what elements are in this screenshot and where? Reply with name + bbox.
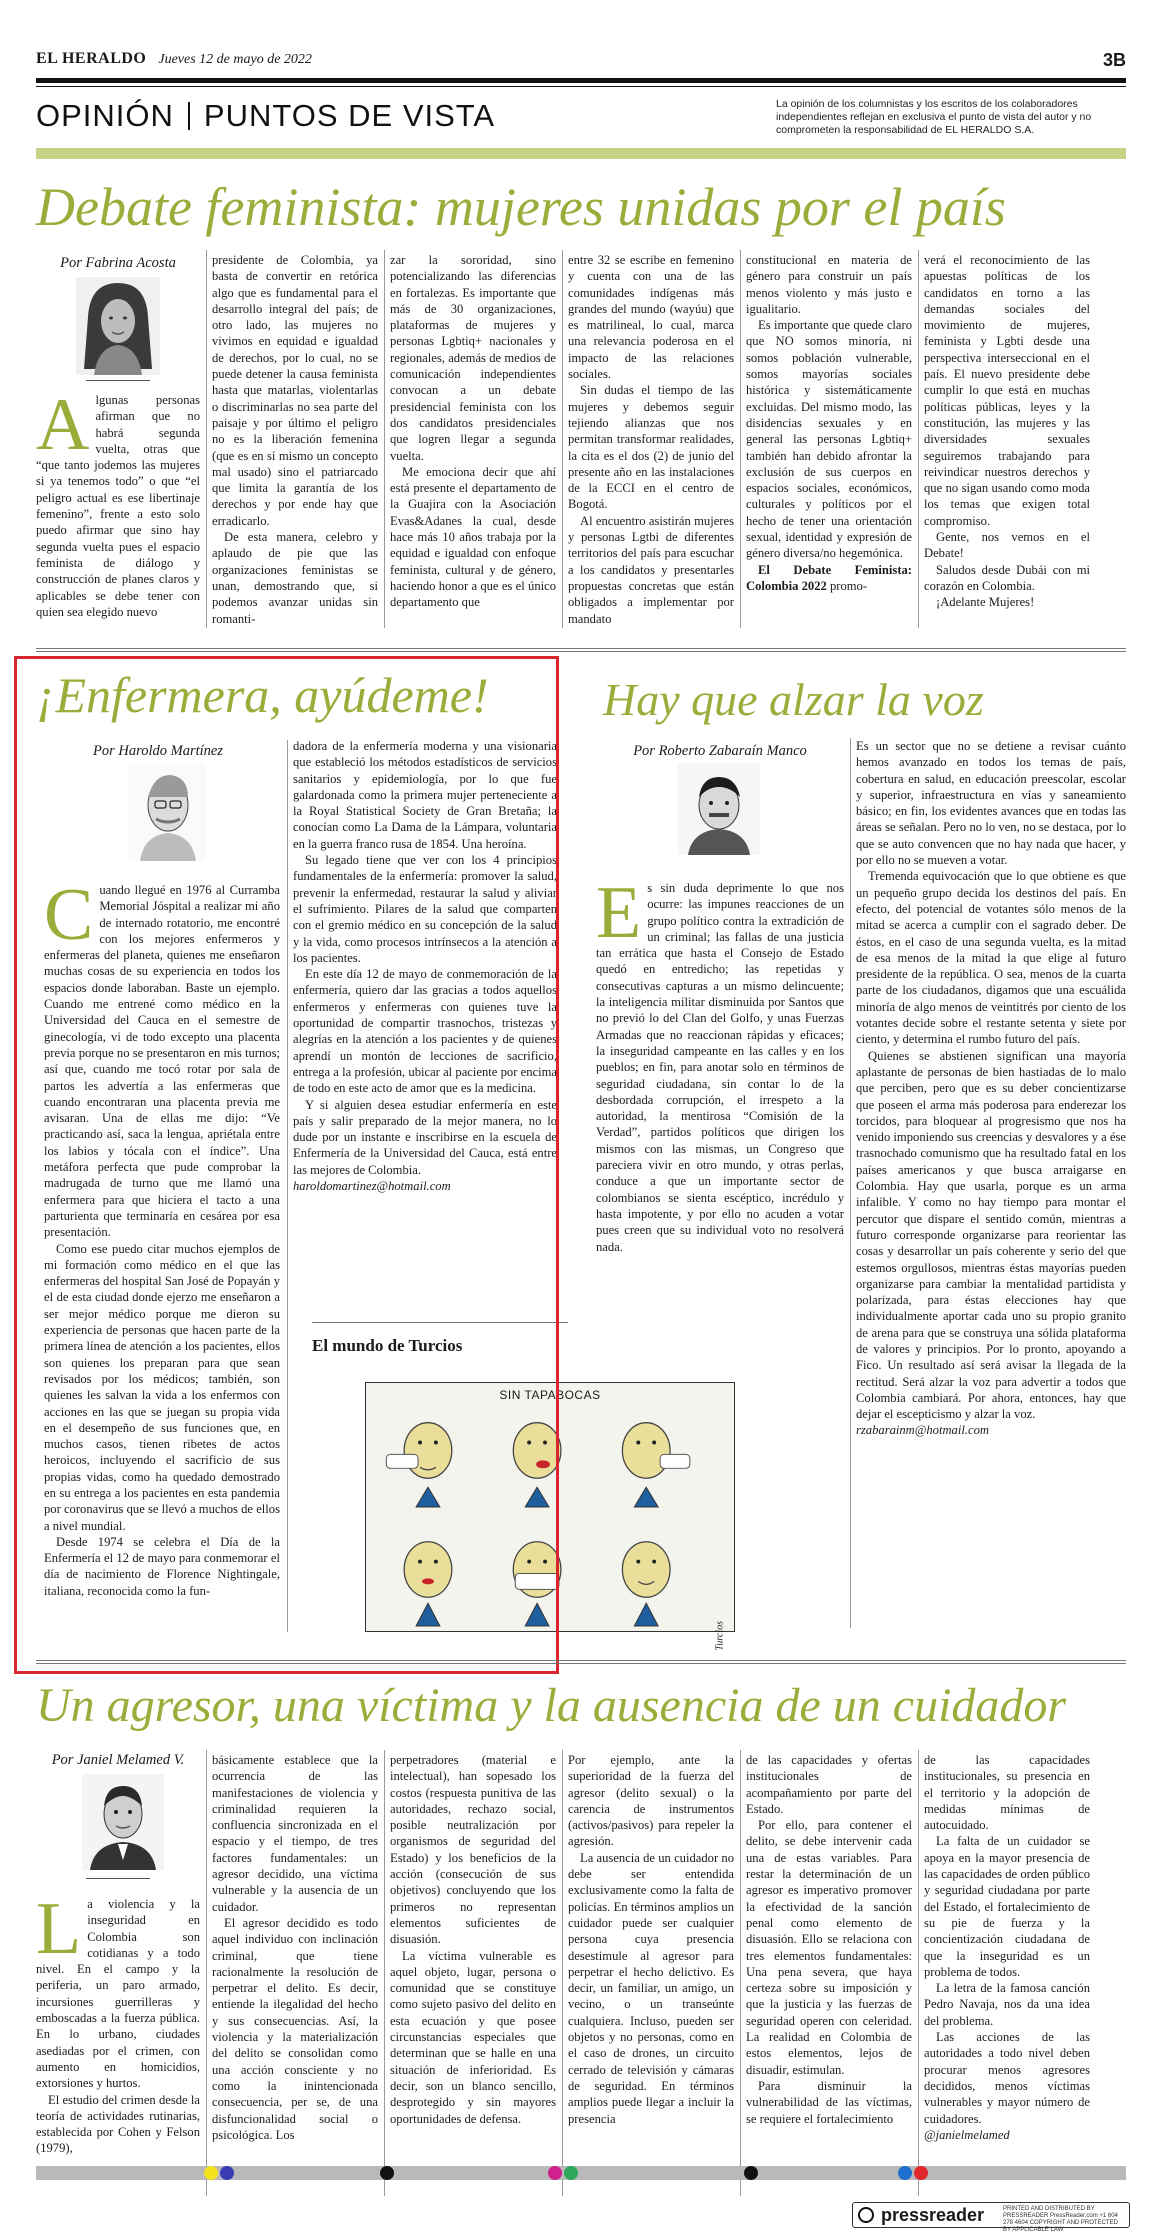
article2-paragraph: Su legado tiene que ver con los 4 principios fundamentales de la enfermería: promover la salud, prevenir la enfermedad, restaurar la salud y aliviar el sufrimiento. Pilares de la salud que comparten con el gremio médico en su concepción de la salud y la vida, como procesos intrínsecos a la atención a los pacientes.: [293, 853, 557, 965]
editorial-disclaimer: La opinión de los columnistas y los escritos de los colaboradores independientes reflejan en exclusiva el punto de vista del autor y no comprometen la responsabilidad de EL HERALDO S.A.: [776, 98, 1092, 136]
article1-headline: Debate feminista: mujeres unidas por el país: [36, 177, 1006, 237]
masthead: [36, 50, 1126, 72]
article4-paragraph: La falta de un cuidador se apoya en la mayor presencia de las capacidades de orden público y seguridad ciudadana por parte del Estado, el fortalecimiento de su pie de fuerza y la concientización ciudadana de que la inseguridad es un problema de todos.: [924, 1834, 1090, 1979]
registration-dot: [380, 2166, 394, 2180]
article4-headline: Un agresor, una víctima y la ausencia de un cuidador: [36, 1679, 1067, 1732]
article2-dropcap: C: [44, 882, 94, 956]
article4-column-2: [212, 1752, 378, 2196]
registration-dot: [220, 2166, 234, 2180]
pressreader-logo: pressreader: [881, 2205, 985, 2225]
article4-column-3: [390, 1752, 556, 2196]
cartoon-signature: Turcios: [715, 1621, 726, 1651]
article1-paragraph: presidente de Colombia, ya basta de convertir en retórica algo que es fundamental para el desarrollo integral del país; de otro lado, las mujeres no vivimos en equidad e igualdad de derechos, por lo cual, no se puede detener la causa feminista hasta que matarlas, violentarlas o discriminarlas no sea parte del paisaje y por último el peligro no es la liberación femenina (que es en sí mismo un concepto mal usado) sino el patriarcado que limita la garantía de los derechos y por ende hay que erradicarlo.: [212, 253, 378, 528]
article1-column-3: [390, 252, 556, 628]
registration-dot: [914, 2166, 928, 2180]
article3-dropcap: E: [596, 880, 642, 954]
article2-paragraph: Como ese puedo citar muchos ejemplos de mi formación como médico en el que las enfermeras del hospital San José de Popayán y el de esta ciudad donde ejerzo me enseñaron a ser mejor médico porque me dieron su experiencia de personas que hacen parte de la primera línea de atención a los pacientes, ellos son quienes los preparan para que sean revisados por los médicos; también, son quienes les salvan la vida a los enfermos con acciones en las que se juegan su propia vida en el desempeño de sus funciones que, en muchos casos, tienen ribetes de actos heroicos, incluyendo el sacrificio de sus propias vidas, como ha quedado demostrado en su entrega a los pacientes en esta pandemia por coronavirus que se llevó a muchos de ellos a nivel mundial.: [44, 1241, 280, 1533]
article1-paragraph: Saludos desde Dubái con mi corazón en Colombia.: [924, 562, 1090, 593]
article4-paragraph: El agresor decidido es todo aquel individuo con inclinación criminal, que tiene racionalmente la resolución de perpetrar el delito. Es decir, entiende la ilegalidad del hecho y sus consecuencias. Así, la violencia y la materialización del delito se consolidan como una acción consciente y no como la inintencionada consecuencia, per se, de una disfuncionalidad social o psicológica. Los: [212, 1915, 378, 2142]
article1-event-name: El Debate Feminista: Colombia 2022: [746, 562, 912, 593]
article2-paragraph: Y si alguien desea estudiar enfermería en este país y salir preparado de la mejor manera, no lo dude por un instante e inscribirse en la escuela de Enfermería de la Universidad del Cauca, está entre las mejores de Colombia.: [293, 1097, 557, 1177]
article1-paragraph: Sin dudas el tiempo de las mujeres y debemos seguir tejiendo alianzas que nos permitan transformar realidades, la cita es el dos (2) de junio del presente año en las instalaciones de la ECCI en el centro de Bogotá.: [568, 383, 734, 512]
column-divider: [384, 250, 385, 628]
article4-column-1: [36, 1896, 200, 2196]
article4-paragraph: de las capacidades institucionales, su presencia en el territorio y la adopción de medidas mínimas de autocuidado.: [924, 1753, 1090, 1833]
article2-paragraph: dadora de la enfermería moderna y una visionaria que estableció los métodos estadísticos de servicios sanitarios y epidemiología, por lo que fue galardonada como la primera mujer perteneciente a la Royal Statistical Society de Gran Bretaña; la conocían como La Dama de la Lámpara, voluntaria en la guerra franco rusa de 1854. Una heroína.: [293, 739, 557, 851]
cartoon-caption: SIN TAPABOCAS: [499, 1388, 601, 1402]
article1-column-6: [924, 252, 1090, 628]
article1-paragraph: Me emociona decir que ahí está presente el departamento de la Guajira con la Asociación Evas&Adanes la cual, desde hace más 10 años trabaja por la equidad e igualdad con enfoque feminista, cultural y de género, haciendo honor a que es el único departamento que: [390, 464, 556, 610]
article1-paragraph-tail: promo-: [826, 578, 868, 593]
article3-byline: Por Roberto Zabaraín Manco: [633, 743, 807, 759]
section-title-right: PUNTOS DE VISTA: [203, 98, 496, 133]
section-accent-bar: [36, 148, 1126, 159]
article2-paragraph: En este día 12 de mayo de conmemoración de la enfermería, quiero dar las gracias a todos aquellos enfermeros y enfermeras con quienes tuve la oportunidad de compartir trasnochos, tristezas y alegrías en la atención a los pacientes y de quienes aprendí un montón de lecciones de sacrificio, entrega a la profesión, ubicar al paciente por encima de todo en este acto de amor que es la medicina.: [293, 967, 557, 1096]
article3-paragraph: Quienes se abstienen significan una mayoría aplastante de personas de bien hastiadas de lo malo que perciben, pero que es su deber concientizarse que poseen el arma más poderosa para enderezar los torcidos, para bloquear al progresismo que nos ha venido imponiendo sus creencias y desvalores y a ése trasnochado comunismo que ha resultado fatal en los países americanos y que busca arraigarse en Colombia. Hay que usarla, porque es un arma infalible. Y como no hay tiempo para montar el percutor que dispare el sentido común, mientras a futuro corresponde organizarse para reorientar las cosas y desarrollar un país coherente y serio del que estemos orgullosos, mientras éstas mayorías pueden organizarse para cambiar la mentalidad partidista y polarizada, para éstas elecciones hay que individualmente aportar cada uno su propio granito de arena para que se construya una sólida plataforma de valores y principios. Por lo pronto, apoyando a Fico. Un resultado así será avisar la llegada de la rectitud. Será alzar la voz para advertir a todos que Colombia cambiará. Por ahora, entonces, hay que dejar el escepticismo y alzar la voz.: [856, 1048, 1126, 1422]
column-divider: [562, 1750, 563, 2196]
section-divider: [36, 1660, 1126, 1664]
article1-paragraph: De esta manera, celebro y aplaudo de pie que las organizaciones feministas se unan, demostrando que, si podemos avanzar unidas sin romanti-: [212, 530, 378, 626]
article3-paragraph: Es un sector que no se detiene a revisar cuánto hemos avanzado en todos los temas de país, cobertura en salud, en educación preescolar, escolar y superior, infraestructura en vías y saneamiento básico; en fin, los evidentes avances que en todas las áreas se señalan. Pero no lo ven, no se destaca, por lo que se auto convencen que no hay nada que hacer, y por ello no se mueven a votar.: [856, 739, 1126, 868]
header-rule-thick: [36, 78, 1126, 83]
article4-paragraph: Por ello, para contener el delito, se debe intervenir cada una de estas variables. Para restar la determinación de un agresor es imperativo promover la efectividad de la sanción penal como elemento de disuasión. Ello se relaciona con tres elementos fundamentales: Una pena severa, que haya certeza sobre su imposición y que la justicia y las fuerzas de seguridad operen con celeridad. La realidad en Colombia de estos elementos, lejos de disuadir, estimulan.: [746, 1818, 912, 2077]
article4-byline: Por Janiel Melamed V.: [51, 1752, 185, 1768]
article1-byline-rule: [86, 380, 150, 381]
article3-paragraph: Tremenda equivocación que lo que obtiene es que un pequeño grupo decida los destinos del país. En efecto, del potencial de votantes sólo menos de la mitad se acerca a cumplir con el sagrado deber. De éstos, en el caso de una segunda vuelta, es la mitad de esa menos de la mitad la que elige al futuro presidente de la república. O sea, menos de la cuarta parte de los ciudadanos, digamos que una escuálida minoría de algo menos de veintitrés por ciento de los votantes decide sobre el restante setenta y siete por ciento, y determina el rumbo futuro del país.: [856, 869, 1126, 1047]
issue-date: Jueves 12 de mayo de 2022: [158, 52, 312, 67]
article4-paragraph: La ausencia de un cuidador no debe ser entendida exclusivamente como la falta de policías. En términos amplios un cuidador puede ser cualquier persona cuya presencia desestimule al agresor para perpetrar el hecho delictivo. Es decir, un familiar, un amigo, un vecino, o un transeúnte cualquiera. Incluso, pueden ser objetos y no personas, como en el caso de drones, un circuito cerrado de televisión y cámaras de seguridad. En términos amplios puede llegar a incluir la presencia: [568, 1850, 734, 2126]
article2-author-email: haroldomartinez@hotmail.com: [293, 1179, 451, 1194]
cartoon-section-title: El mundo de Turcios: [312, 1336, 463, 1355]
article1-paragraph: Al encuentro asistirán mujeres y personas Lgtbi de diferentes territorios del país para escuchar a los candidatos y presentarles propuestas concretas que están obligados a implementar por mandato: [568, 513, 734, 626]
article4-byline-rule: [86, 1878, 150, 1879]
article1-paragraph: constitucional en materia de género para construir un país menos violento y más justo e igualitario.: [746, 253, 912, 316]
article4-paragraph: a violencia y la inseguridad en Colombia son cotidianas y a todo nivel. En el campo y la periferia, un paro armado, incursiones guerrilleras y emboscadas a la fuerza pública. En lo urbano, ciudades asediadas por el crimen, con aumento en homicidios, extorsiones y hurtos.: [36, 1897, 200, 2091]
article4-dropcap: L: [36, 1896, 82, 1970]
registration-dot: [204, 2166, 218, 2180]
article4-author-photo: [82, 1774, 164, 1870]
article4-author-email: @janielmelamed: [924, 2127, 1010, 2142]
article1-byline: Por Fabrina Acosta: [60, 255, 176, 271]
article3-column-2: [856, 738, 1126, 1628]
article4-column-6: [924, 1752, 1090, 2196]
article1-column-1: [36, 392, 200, 627]
column-divider: [850, 738, 851, 1628]
registration-dot: [564, 2166, 578, 2180]
article4-paragraph: El estudio del crimen desde la teoría de actividades rutinarias, establecida por Cohen y Felson (1979),: [36, 2092, 200, 2156]
article1-paragraph: zar la sororidad, sino potencializando las diferencias en fortalezas. Es importante que más de 30 organizaciones, plataformas de mujeres y personas Lgbtiq+ nacionales y regionales, además de medios de comunicación independientes convocan a un debate presidencial feminista con los dos candidatos presidenciales que logren llegar a segunda vuelta.: [390, 253, 556, 463]
registration-dot: [548, 2166, 562, 2180]
article1-paragraph: ¡Adelante Mujeres!: [936, 595, 1035, 610]
column-divider: [384, 1750, 385, 2196]
article1-author-photo: [76, 277, 160, 375]
article4-paragraph: de las capacidades y ofertas institucionales de acompañamiento por parte del Estado.: [746, 1753, 912, 1816]
article4-column-4: [568, 1752, 734, 2196]
article1-paragraph: Gente, nos vemos en el Debate!: [924, 530, 1090, 561]
article1-paragraph: verá el reconocimiento de las apuestas políticas de los candidatos en torno a las demandas sociales del movimiento de mujeres, feminista y Lgbti desde una perspectiva interseccional en el país. El nuevo presidente debe cumplir lo que está en muchas políticas públicas, leyes y la constitución, las mujeres y las diversidades sexuales seguiremos trabajando para reivindicar nuestros derechos y que no sigan usando como moda los temas que exigen total compromiso.: [924, 253, 1090, 528]
article1-column-5: [746, 252, 912, 628]
article1-column-2: [212, 252, 378, 628]
article3-author-email: rzabarainm@hotmail.com: [856, 1423, 989, 1438]
article3-author-photo: [678, 763, 760, 855]
article1-column-4: [568, 252, 734, 628]
article2-byline: Por Haroldo Martínez: [93, 743, 223, 759]
page-number: 3B: [1102, 50, 1126, 70]
pressreader-fine-print: PRINTED AND DISTRIBUTED BY PRESSREADER PressReader.com +1 604 278 4604 COPYRIGHT AND PROTECTED BY APPLICABLE LAW: [1003, 2206, 1118, 2232]
article1-dropcap: A: [36, 392, 90, 466]
article2-headline: ¡Enfermera, ayúdeme!: [36, 667, 489, 723]
article4-paragraph: perpetradores (material e intelectual), han sopesado los costos (respuesta punitiva de las autoridades, rechazo social, posible neutralización por organismos de seguridad del Estado) y los beneficios de la acción (consecución de sus objetivos) concluyendo que los primeros no representan elementos suficientes de disuasión.: [390, 1753, 556, 1947]
article4-paragraph: Por ejemplo, ante la superioridad de la fuerza del agresor (delito sexual) o la carencia de instrumentos (activos/pasivos) para repeler la agresión.: [568, 1753, 734, 1849]
article2-paragraph: Desde 1974 se celebra el Día de la Enfermería el 12 de mayo para conmemorar el día de nacimiento de Florence Nightingale, italiana, reconocida como la fun-: [44, 1534, 280, 1598]
article1-paragraph: lgunas personas afirman que no habrá segunda vuelta, otras que “que tanto jodemos las mujeres si ya tenemos todo” o que “el peligro actual es ese libertinaje femenino”, frente a esto solo puedo afirmar que sino hay segunda vuelta pues el espacio feminista de diálogo y construcción de planes claros y aplicables se debe tener con quien sea elegido nuevo: [36, 393, 200, 619]
article4-paragraph: La víctima vulnerable es aquel objeto, lugar, persona o comunidad que se constituye como sujeto pasivo del delito en esta ecuación y que posee circunstancias especiales que determinan que se halle en una situación de inferioridad. Es decir, son un blanco sencillo, desprotegido y sin mayores oportunidades de defensa.: [390, 1948, 556, 2126]
registration-dot: [898, 2166, 912, 2180]
registration-dot: [744, 2166, 758, 2180]
column-divider: [740, 250, 741, 628]
article4-paragraph: Para disminuir la vulnerabilidad de las víctimas, se requiere el fortalecimiento: [746, 2078, 912, 2126]
registration-marks: [36, 2166, 1126, 2180]
article4-paragraph: Las acciones de las autoridades a todo nivel deben procurar menos agresores decididos, menos víctimas vulnerables y mayor número de cuidadores.: [924, 2030, 1090, 2126]
column-divider: [206, 250, 207, 628]
section-separator: [188, 102, 190, 130]
column-divider: [206, 1750, 207, 2196]
article2-paragraph: uando llegué en 1976 al Curramba Memorial Jóspital a realizar mi año de internado rotatorio, me encontré con los mejores enfermeros y enfermeras del planeta, quienes me enseñaron muchas cosas de su experiencia en todos los espacios donde laboraban. Baste un ejemplo. Cuando me entrené como médico en la Universidad del Cauca en el semestre de ginecología, vi de todo excepto una placenta previa porque no se presentaron en mis turnos; así que, cuando me tocó rotar por sala de partos les advertía a las enfermeras que cuando encontraran una placenta previa me avisaran. Una de ellas me dijo: “Ve practicando así, saca la lengua, apriétala entre los labios y tócala con el índice”. Una metáfora perfecta que pude comprobar la madrugada de turno que me llamó una enfermera para que hiciera el tacto a una parturienta que terminaría en cesárea por esa presentación.: [44, 883, 280, 1240]
section-title-left: OPINIÓN: [36, 98, 174, 133]
article1-paragraph: entre 32 se escribe en femenino y cuenta con una de las comunidades indígenas más grandes del mundo (wayúu) que es matrilineal, lo cual, marca una relevancia poderosa en el impacto de las relaciones sociales.: [568, 253, 734, 382]
pressreader-icon: [858, 2207, 874, 2223]
article3-column-1: [596, 880, 844, 1400]
section-divider: [36, 648, 1126, 652]
article3-headline: Hay que alzar la voz: [603, 674, 984, 725]
pressreader-badge: [852, 2202, 1130, 2232]
article4-column-5: [746, 1752, 912, 2196]
newspaper-brand: EL HERALDO: [36, 50, 147, 67]
article4-paragraph: básicamente establece que la ocurrencia de las manifestaciones de violencia y criminalidad requieren la confluencia sincronizada en el espacio y el tiempo, de tres factores fundamentales: un agresor decidido, una víctima vulnerable y la ausencia de un cuidador.: [212, 1753, 378, 1914]
column-divider: [918, 250, 919, 628]
highlight-box: [14, 656, 559, 1674]
column-divider: [740, 1750, 741, 2196]
header-rule-thin: [36, 86, 1126, 87]
column-divider: [562, 250, 563, 628]
article3-paragraph: s sin duda deprimente lo que nos ocurre: las impunes reacciones de un grupo político contra la extradición de un criminal; las fallas de una justicia tan errática que hasta el Consejo de Estado quedó en entredicho; las repetidas y consecutivas capturas a un mismo delincuente; la inteligencia militar disminuida por Santos que no previó lo del Clan del Golfo, y unas Fuerzas Armadas que no reaccionan rápidas y eficaces; la inseguridad campeante en las calles y en los pueblos; en fin, para anotar solo en términos de seguridad ciudadana, sin contar lo de la desbordada corrupción, el irrespeto a la autoridad, la mentirosa “Comisión de la Verdad”, partidos políticos que dirigen los mismos con las mismas, un Congreso que pareciera vivir en otro mundo, y otras perlas, conduce a que un importante sector de colombianos se sienta escéptico, incrédulo y hasta impotente, y por ello no acuden a votar pues creen que su individual voto no resolverá nada.: [596, 881, 844, 1254]
article4-paragraph: La letra de la famosa canción Pedro Navaja, nos da una idea del problema.: [924, 1981, 1090, 2028]
section-title: [36, 98, 495, 134]
article1-paragraph: Es importante que quede claro que NO somos minoría, ni somos población vulnerable, somos mayorías sociales histórica y sistemáticamente excluidas. Del mismo modo, las disidencias sexuales y en general las personas Lgbtiq+ también han debido afrontar la exclusión de sus cuerpos en espacios sociales, económicos, culturales y políticos por el hecho de tener una orientación sexual, identidad y expresión de género diversa/no hegemónica.: [746, 318, 912, 561]
column-divider: [918, 1750, 919, 2196]
